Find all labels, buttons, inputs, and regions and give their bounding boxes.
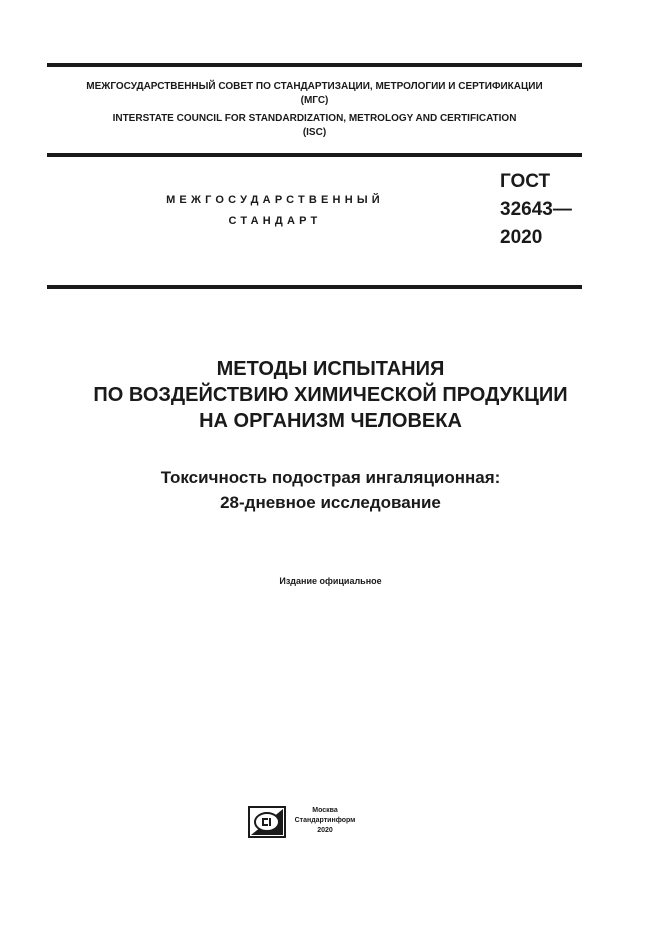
subtitle-line2: 28-дневное исследование bbox=[220, 493, 441, 512]
header-rule bbox=[47, 153, 582, 157]
designation-rule bbox=[47, 285, 582, 289]
title-line3: НА ОРГАНИЗМ ЧЕЛОВЕКА bbox=[199, 410, 462, 432]
standard-type-line2: СТАНДАРТ bbox=[228, 215, 322, 227]
gost-label: ГОСТ bbox=[500, 171, 551, 192]
council-en-line1: INTERSTATE COUNCIL FOR STANDARDIZATION, METROLOGY AND CERTIFICATION bbox=[112, 113, 517, 124]
subtitle-line1: Токсичность подострая ингаляционная: bbox=[160, 468, 501, 487]
standartinform-logo-icon bbox=[248, 806, 286, 838]
gost-number: 32643— bbox=[500, 199, 572, 220]
top-rule bbox=[47, 63, 582, 67]
gost-designation bbox=[500, 168, 572, 252]
publisher bbox=[290, 806, 360, 836]
standard-type bbox=[130, 190, 420, 232]
standard-type-line1: МЕЖГОСУДАРСТВЕННЫЙ bbox=[166, 194, 384, 206]
council-en-line2: (ISC) bbox=[302, 127, 327, 138]
publisher-name: Стандартинформ bbox=[294, 817, 356, 824]
gost-year: 2020 bbox=[500, 227, 543, 248]
council-ru-line2: (МГС) bbox=[300, 95, 329, 106]
publisher-city: Москва bbox=[312, 807, 338, 814]
document-subtitle bbox=[20, 465, 641, 515]
council-ru bbox=[47, 80, 582, 108]
edition-note: Издание официальное bbox=[279, 576, 382, 586]
document-title bbox=[20, 356, 641, 434]
publisher-year: 2020 bbox=[317, 827, 333, 834]
council-en bbox=[47, 112, 582, 140]
title-line1: МЕТОДЫ ИСПЫТАНИЯ bbox=[216, 358, 445, 380]
title-line2: ПО ВОЗДЕЙСТВИЮ ХИМИЧЕСКОЙ ПРОДУКЦИИ bbox=[93, 384, 568, 406]
council-ru-line1: МЕЖГОСУДАРСТВЕННЫЙ СОВЕТ ПО СТАНДАРТИЗАЦИИ, МЕТРОЛОГИИ И СЕРТИФИКАЦИИ bbox=[86, 81, 543, 92]
